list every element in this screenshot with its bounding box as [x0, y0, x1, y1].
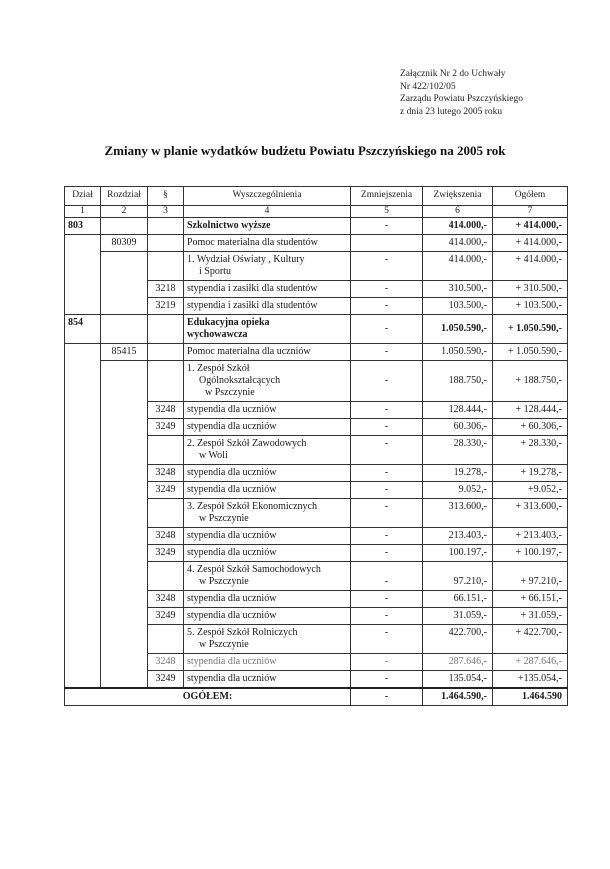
zwiekszenia-cell: 31.059,- [423, 608, 493, 625]
paragraf-cell [148, 218, 184, 235]
dzial-cell: 854 [65, 315, 101, 344]
rozdzial-cell: 85415 [101, 344, 148, 361]
ogolem-cell: + 100.197,- [493, 545, 568, 562]
header-row [65, 187, 568, 206]
opis-cell: stypendia dla uczniów [184, 608, 351, 625]
paragraf-cell [148, 562, 184, 591]
zmniejszenia-cell: - [351, 499, 423, 528]
ogolem-cell: + 414.000,- [493, 235, 568, 252]
paragraf-cell: 3249 [148, 482, 184, 499]
budget-table [64, 186, 568, 706]
opis-line: 3. Zespół Szkół Ekonomicznych [187, 501, 317, 512]
total-zwiekszenia: 1.464.590,- [423, 688, 493, 706]
rozdzial-cell: 80309 [101, 235, 148, 252]
zwiekszenia-cell: 188.750,- [423, 361, 493, 402]
zwiekszenia-cell: 213.403,- [423, 528, 493, 545]
opis-cell: stypendia dla uczniów [184, 528, 351, 545]
ogolem-cell: + 31.059,- [493, 608, 568, 625]
ogolem-cell: + 19.278,- [493, 465, 568, 482]
opis-line: w Woli [199, 450, 228, 461]
dzial-cell [65, 344, 101, 689]
ogolem-cell: + 422.700,- [493, 625, 568, 654]
note-line: z dnia 23 lutego 2005 roku [400, 106, 503, 117]
opis-cell: stypendia dla uczniów [184, 545, 351, 562]
zmniejszenia-cell: - [351, 419, 423, 436]
paragraf-cell: 3249 [148, 671, 184, 689]
dzial-cell [65, 235, 101, 315]
ogolem-cell: +9.052,- [493, 482, 568, 499]
zmniejszenia-cell: - [351, 436, 423, 465]
table-row [65, 344, 568, 361]
ogolem-cell: + 310.500,- [493, 281, 568, 298]
opis-line: 5. Zespół Szkół Rolniczych [187, 627, 298, 638]
paragraf-cell: 3249 [148, 419, 184, 436]
opis-cell: Pomoc materialna dla studentów [184, 235, 351, 252]
table-row [65, 315, 568, 344]
zwiekszenia-cell: 422.700,- [423, 625, 493, 654]
zmniejszenia-cell: - [351, 671, 423, 689]
zwiekszenia-cell: 414.000,- [423, 252, 493, 281]
paragraf-cell: 3249 [148, 608, 184, 625]
opis-cell: stypendia dla uczniów [184, 671, 351, 689]
paragraf-cell [148, 315, 184, 344]
zmniejszenia-cell: - [351, 482, 423, 499]
opis-cell [184, 436, 351, 465]
opis-line: w Pszczynie [199, 639, 249, 650]
table-row [65, 218, 568, 235]
opis-line: 2. Zespół Szkół Zawodowych [187, 438, 307, 449]
zwiekszenia-cell: 287.646,- [423, 654, 493, 671]
opis-cell: stypendia dla uczniów [184, 402, 351, 419]
ogolem-cell: + 1.050.590,- [493, 344, 568, 361]
zwiekszenia-cell: 60.306,- [423, 419, 493, 436]
zmniejszenia-cell: - [351, 562, 423, 591]
resolution-note [400, 68, 523, 118]
opis-line: w Pszczynie [199, 576, 249, 587]
opis-cell: stypendia i zasiłki dla studentów [184, 298, 351, 315]
zmniejszenia-cell: - [351, 608, 423, 625]
opis-line: Ogólnokształcących [199, 375, 281, 386]
zmniejszenia-cell [351, 235, 423, 252]
zwiekszenia-cell: 97.210,- [423, 562, 493, 591]
paragraf-cell: 3249 [148, 545, 184, 562]
zmniejszenia-cell: - [351, 315, 423, 344]
dzial-cell: 803 [65, 218, 101, 235]
ogolem-cell: + 313.600,- [493, 499, 568, 528]
zmniejszenia-cell: - [351, 591, 423, 608]
paragraf-cell: 3219 [148, 298, 184, 315]
zwiekszenia-cell: 135.054,- [423, 671, 493, 689]
zmniejszenia-cell: - [351, 252, 423, 281]
header-paragraf: § [148, 187, 184, 206]
total-label: OGÓŁEM: [65, 688, 351, 706]
opis-cell: stypendia i zasiłki dla studentów [184, 281, 351, 298]
zmniejszenia-cell: - [351, 298, 423, 315]
total-zmniejszenia: - [351, 688, 423, 706]
zmniejszenia-cell: - [351, 528, 423, 545]
zwiekszenia-cell: 1.050.590,- [423, 315, 493, 344]
opis-cell [184, 499, 351, 528]
zwiekszenia-cell: 19.278,- [423, 465, 493, 482]
table-row [65, 235, 568, 252]
header-rozdzial: Rozdział [101, 187, 148, 206]
note-line: Zarządu Powiatu Pszczyńskiego [400, 94, 523, 104]
paragraf-cell [148, 361, 184, 402]
table-row [65, 252, 568, 281]
rozdzial-cell [101, 315, 148, 344]
ogolem-cell: + 414.000,- [493, 252, 568, 281]
zmniejszenia-cell: - [351, 218, 423, 235]
zwiekszenia-cell: 414.000,- [423, 235, 493, 252]
total-row [65, 688, 568, 706]
opis-cell: stypendia dla uczniów [184, 654, 351, 671]
ogolem-cell: + 103.500,- [493, 298, 568, 315]
ogolem-cell: + 60.306,- [493, 419, 568, 436]
column-number: 5 [351, 206, 423, 218]
opis-line: 1. Zespół Szkół [187, 363, 250, 374]
ogolem-cell: + 28.330,- [493, 436, 568, 465]
paragraf-cell: 3248 [148, 654, 184, 671]
header-zmniejszenia: Zmniejszenia [351, 187, 423, 206]
note-line: Nr 422/102/05 [400, 81, 456, 92]
column-number: 1 [65, 206, 101, 218]
zwiekszenia-cell: 313.600,- [423, 499, 493, 528]
zmniejszenia-cell: - [351, 545, 423, 562]
paragraf-cell: 3248 [148, 402, 184, 419]
paragraf-cell [148, 252, 184, 281]
rozdzial-cell [101, 361, 148, 689]
opis-cell: stypendia dla uczniów [184, 482, 351, 499]
opis-cell: Pomoc materialna dla uczniów [184, 344, 351, 361]
column-number: 6 [423, 206, 493, 218]
paragraf-cell [148, 499, 184, 528]
opis-cell [184, 361, 351, 402]
header-dzial: Dział [65, 187, 101, 206]
zmniejszenia-cell: - [351, 465, 423, 482]
paragraf-cell [148, 235, 184, 252]
opis-line: w Pszczynie [205, 387, 255, 398]
opis-line: w Pszczynie [199, 513, 249, 524]
ogolem-cell: + 97.210,- [493, 562, 568, 591]
rozdzial-cell [101, 252, 148, 315]
opis-cell: stypendia dla uczniów [184, 591, 351, 608]
paragraf-cell [148, 625, 184, 654]
zmniejszenia-cell: - [351, 361, 423, 402]
table-row [65, 361, 568, 402]
paragraf-cell: 3218 [148, 281, 184, 298]
paragraf-cell: 3248 [148, 528, 184, 545]
paragraf-cell [148, 436, 184, 465]
column-number: 3 [148, 206, 184, 218]
paragraf-cell: 3248 [148, 465, 184, 482]
zwiekszenia-cell: 103.500,- [423, 298, 493, 315]
rozdzial-cell [101, 218, 148, 235]
total-ogolem: 1.464.590 [493, 688, 568, 706]
zwiekszenia-cell: 310.500,- [423, 281, 493, 298]
paragraf-cell: 3248 [148, 591, 184, 608]
zwiekszenia-cell: 128.444,- [423, 402, 493, 419]
opis-line: 4. Zespół Szkół Samochodowych [187, 564, 321, 575]
ogolem-cell: + 213.403,- [493, 528, 568, 545]
opis-cell [184, 315, 351, 344]
opis-line: i Sportu [199, 266, 231, 277]
zwiekszenia-cell: 66.151,- [423, 591, 493, 608]
opis-cell: Szkolnictwo wyższe [184, 218, 351, 235]
ogolem-cell: + 66.151,- [493, 591, 568, 608]
note-line: Załącznik Nr 2 do Uchwały [400, 69, 506, 79]
column-number: 4 [184, 206, 351, 218]
opis-cell [184, 625, 351, 654]
zmniejszenia-cell: - [351, 654, 423, 671]
column-number: 7 [493, 206, 568, 218]
opis-line: 1. Wydział Oświaty , Kultury [187, 254, 305, 265]
paragraf-cell [148, 344, 184, 361]
opis-line: wychowawcza [187, 329, 248, 340]
zmniejszenia-cell: - [351, 625, 423, 654]
zwiekszenia-cell: 28.330,- [423, 436, 493, 465]
document-title: Zmiany w planie wydatków budżetu Powiatu Pszczyńskiego na 2005 rok [104, 143, 506, 158]
header-zwiekszenia: Zwiększenia [423, 187, 493, 206]
opis-cell: stypendia dla uczniów [184, 465, 351, 482]
opis-cell [184, 562, 351, 591]
zmniejszenia-cell: - [351, 402, 423, 419]
ogolem-cell: + 287.646,- [493, 654, 568, 671]
opis-cell: stypendia dla uczniów [184, 419, 351, 436]
zmniejszenia-cell: - [351, 344, 423, 361]
header-opis: Wyszczególnienia [184, 187, 351, 206]
column-number: 2 [101, 206, 148, 218]
zwiekszenia-cell: 414.000,- [423, 218, 493, 235]
header-ogolem: Ogółem [493, 187, 568, 206]
ogolem-cell: + 128.444,- [493, 402, 568, 419]
opis-cell [184, 252, 351, 281]
zwiekszenia-cell: 100.197,- [423, 545, 493, 562]
column-number-row [65, 206, 568, 218]
ogolem-cell: + 414.000,- [493, 218, 568, 235]
ogolem-cell: +135.054,- [493, 671, 568, 689]
ogolem-cell: + 1.050.590,- [493, 315, 568, 344]
opis-line: Edukacyjna opieka [187, 317, 270, 328]
ogolem-cell: + 188.750,- [493, 361, 568, 402]
zwiekszenia-cell: 1.050.590,- [423, 344, 493, 361]
zmniejszenia-cell: - [351, 281, 423, 298]
zwiekszenia-cell: 9.052,- [423, 482, 493, 499]
